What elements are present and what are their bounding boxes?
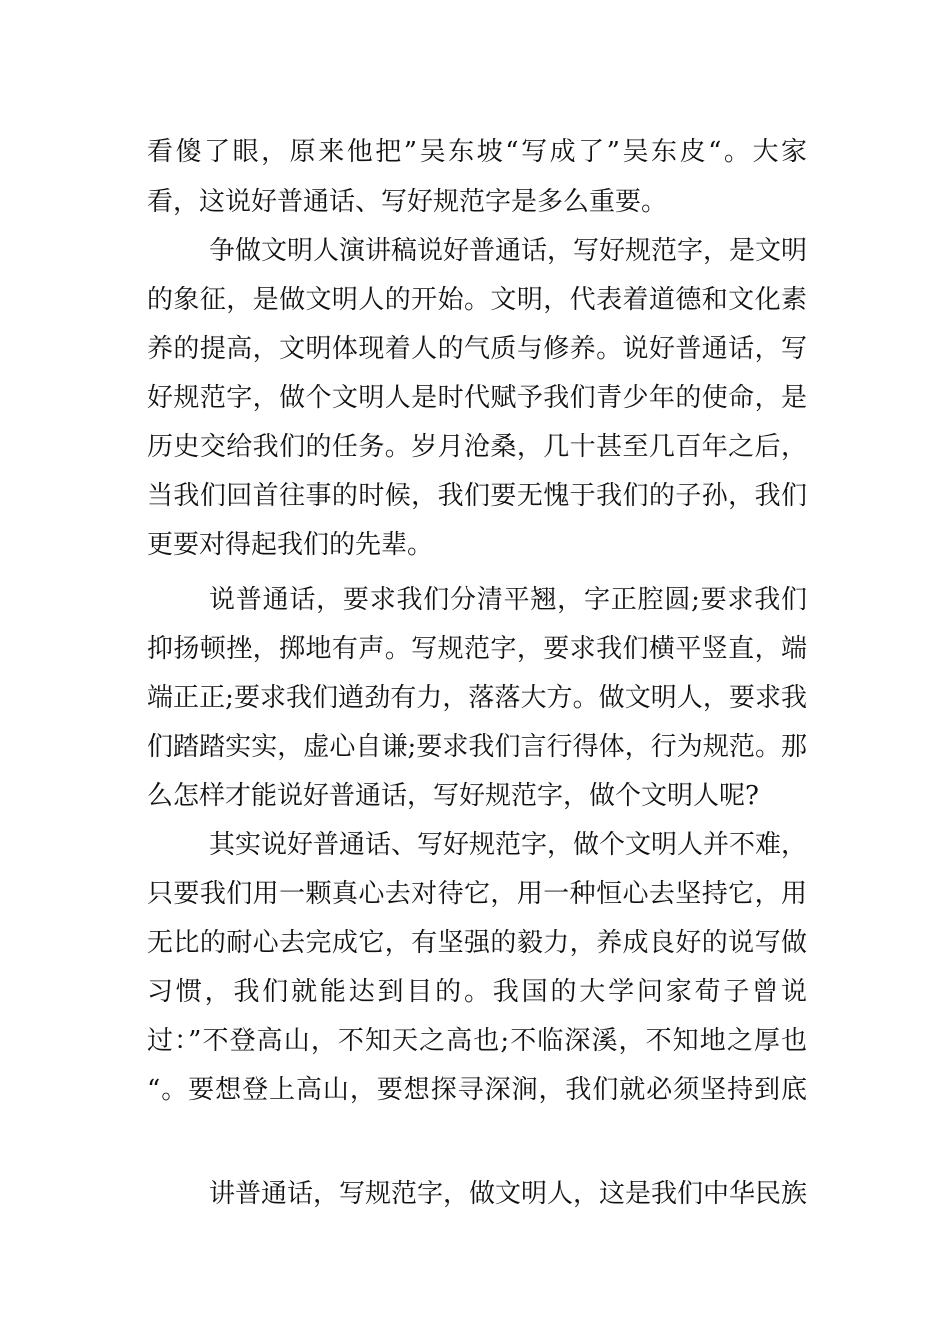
text-line: 只要我们用一颗真心去对待它，用一种恒心去坚持它，用 [147,879,807,909]
text-line: 们踏踏实实，虚心自谦;要求我们言行得体，行为规范。那 [147,732,807,762]
text-line: 么怎样才能说好普通话，写好规范字，做个文明人呢? [147,781,759,811]
text-line: 说普通话，要求我们分清平翘，字正腔圆;要求我们 [209,585,807,615]
text-line: 端正正;要求我们遒劲有力，落落大方。做文明人，要求我 [147,683,807,713]
text-line: 更要对得起我们的先辈。 [147,530,434,560]
text-line: 讲普通话，写规范字，做文明人，这是我们中华民族 [209,1179,808,1209]
text-line: 无比的耐心去完成它，有坚强的毅力，养成良好的说写做 [147,928,807,958]
text-line: 养的提高，文明体现着人的气质与修养。说好普通话，写 [147,334,807,364]
text-line: 历史交给我们的任务。岁月沧桑，几十甚至几百年之后， [147,432,807,462]
text-line: 习惯，我们就能达到目的。我国的大学问家荀子曾说 [147,977,807,1007]
text-line: 好规范字，做个文明人是时代赋予我们青少年的使命，是 [147,383,807,413]
text-line: 看，这说好普通话、写好规范字是多么重要。 [147,187,668,217]
text-line: 看傻了眼，原来他把”吴东坡“写成了”吴东皮“。大家 [147,137,807,167]
text-line: 过：”不登高山，不知天之高也;不临深溪，不知地之厚也 [147,1026,807,1056]
text-line: 其实说好普通话、写好规范字，做个文明人并不难， [209,830,808,860]
text-line: 的象征，是做文明人的开始。文明，代表着道德和文化素 [147,285,807,315]
text-line: 抑扬顿挫，掷地有声。写规范字，要求我们横平竖直，端 [147,634,807,664]
text-line: 争做文明人演讲稿说好普通话，写好规范字，是文明 [209,236,808,266]
text-line: 当我们回首往事的时候，我们要无愧于我们的子孙，我们 [147,481,807,511]
text-line: “。要想登上高山，要想探寻深涧，我们就必须坚持到底 [147,1075,807,1105]
